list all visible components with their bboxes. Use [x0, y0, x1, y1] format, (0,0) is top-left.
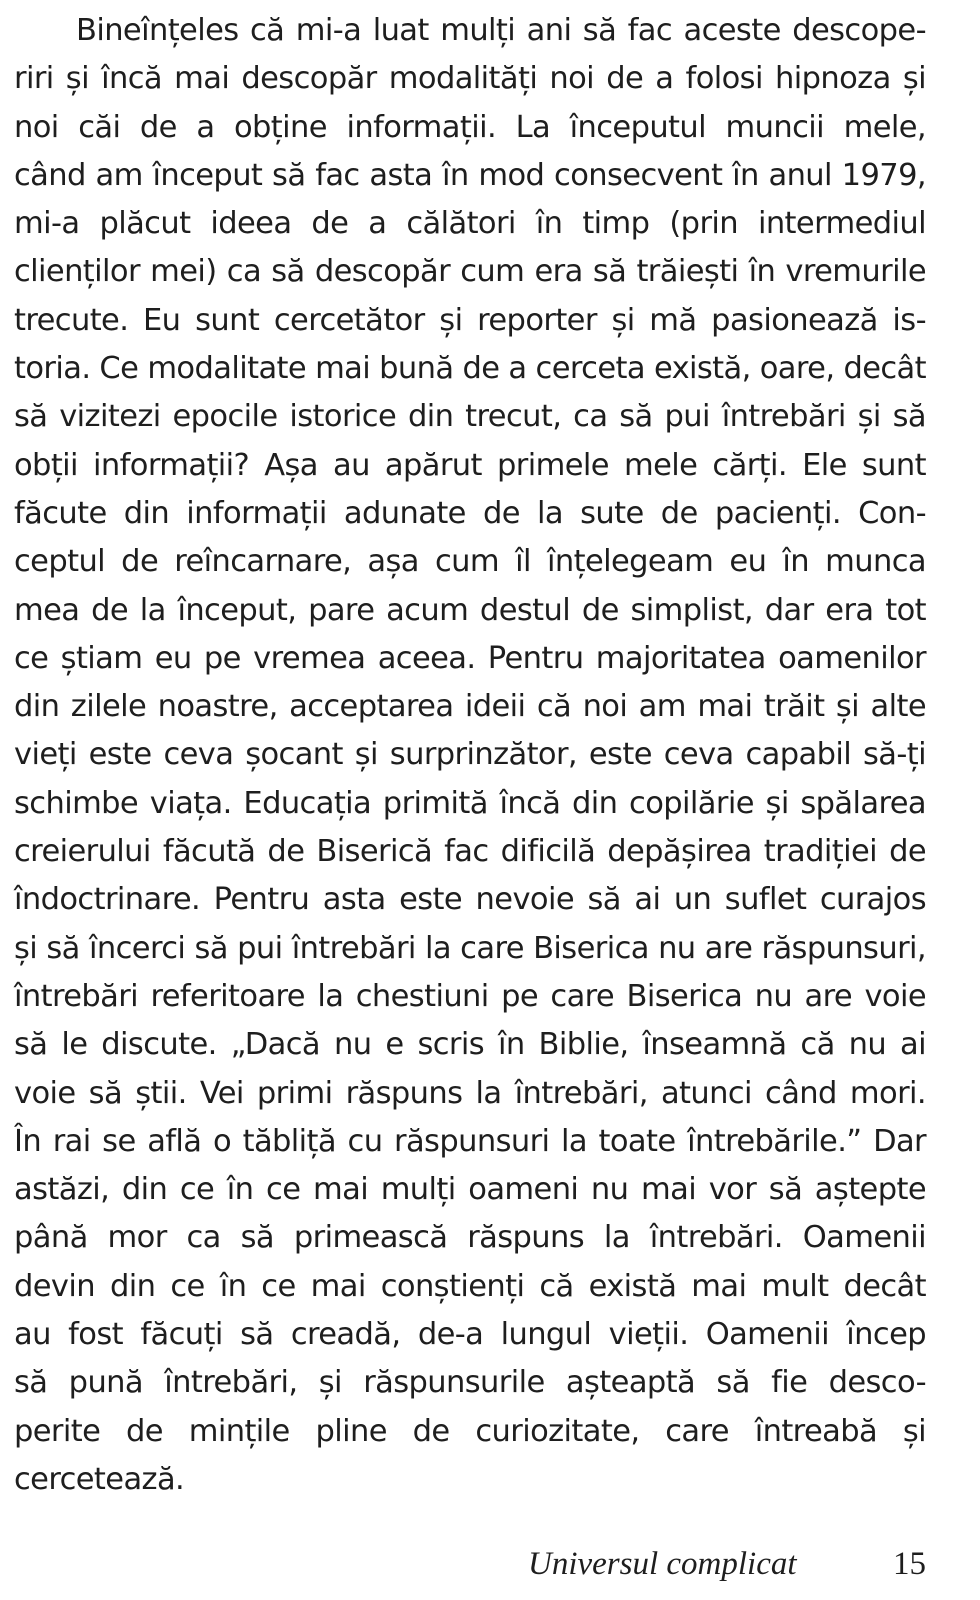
- text-line: schimbe viața. Educația primită încă din copilărie și spălarea: [14, 785, 926, 821]
- text-line: să pună întrebări, și răspunsurile așteaptă să fie desco-: [14, 1365, 926, 1401]
- text-line: perite de mințile pline de curiozitate, care întreabă și: [14, 1413, 926, 1449]
- text-line: riri și încă mai descopăr modalități noi de a folosi hipnoza și: [14, 61, 926, 97]
- text-line: noi căi de a obține informații. La începutul muncii mele,: [14, 109, 926, 145]
- text-line: făcute din informații adunate de la sute de pacienți. Con-: [14, 495, 926, 531]
- text-line: creierului făcută de Biserică fac dificilă depășirea tradiției de: [14, 834, 926, 870]
- text-line: din zilele noastre, acceptarea ideii că noi am mai trăit și alte: [14, 689, 926, 725]
- text-line: mea de la început, pare acum destul de simplist, dar era tot: [14, 592, 926, 628]
- book-page: [14, 0, 926, 1600]
- text-line: devin din ce în ce mai conștienți că există mai mult decât: [14, 1268, 926, 1304]
- text-line: când am început să fac asta în mod consecvent în anul 1979,: [14, 157, 926, 193]
- text-line: îndoctrinare. Pentru asta este nevoie să ai un suflet curajos: [14, 882, 926, 918]
- text-line: toria. Ce modalitate mai bună de a cerceta există, oare, decât: [14, 351, 926, 387]
- text-line: cercetează.: [14, 1461, 185, 1497]
- page-number: 15: [893, 1546, 926, 1582]
- text-line: să le discute. „Dacă nu e scris în Biblie, înseamnă că nu ai: [14, 1027, 926, 1063]
- text-line: trecute. Eu sunt cercetător și reporter și mă pasionează is-: [14, 302, 926, 338]
- text-line: vieți este ceva șocant și surprinzător, este ceva capabil să-ți: [14, 737, 926, 773]
- text-line: voie să știi. Vei primi răspuns la întrebări, atunci când mori.: [14, 1075, 926, 1111]
- text-line: până mor ca să primească răspuns la întrebări. Oamenii: [14, 1220, 926, 1256]
- text-line: întrebări referitoare la chestiuni pe care Biserica nu are voie: [14, 978, 926, 1014]
- running-title: Universul complicat: [528, 1546, 797, 1582]
- text-line: au fost făcuți să creadă, de-a lungul vieții. Oamenii încep: [14, 1317, 926, 1353]
- text-line: și să încerci să pui întrebări la care Biserica nu are răspunsuri,: [14, 930, 926, 966]
- text-line: obții informații? Așa au apărut primele mele cărți. Ele sunt: [14, 447, 926, 483]
- text-line: ce știam eu pe vremea aceea. Pentru majoritatea oamenilor: [14, 640, 926, 676]
- text-line: În rai se află o tăbliță cu răspunsuri la toate întrebările.” Dar: [14, 1123, 926, 1159]
- text-line: Bineînțeles că mi-a luat mulți ani să fac aceste descope-: [76, 13, 926, 48]
- text-line: astăzi, din ce în ce mai mulți oameni nu mai vor să aștepte: [14, 1172, 926, 1208]
- text-line: clienților mei) ca să descopăr cum era să trăiești în vremurile: [14, 254, 926, 290]
- page-footer: [14, 1541, 926, 1587]
- text-line: să vizitezi epocile istorice din trecut, ca să pui întrebări și să: [14, 399, 926, 435]
- text-line: mi-a plăcut ideea de a călători în timp (prin intermediul: [14, 206, 926, 242]
- body-paragraph: [14, 7, 926, 1504]
- text-line: ceptul de reîncarnare, așa cum îl înțelegeam eu în munca: [14, 544, 926, 580]
